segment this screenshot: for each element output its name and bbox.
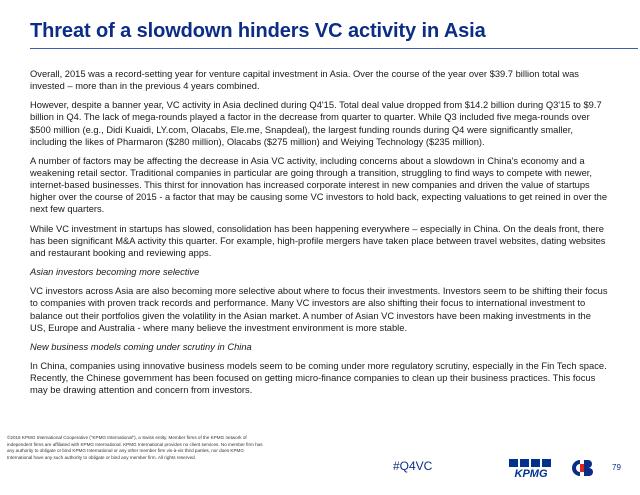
legal-disclaimer: ©2016 KPMG International Cooperative ("KPMG International"), a Swiss entity. Member firms of the KPMG network of independent firms are affiliated with KPMG International. KPMG International provides no client services. No member firm has any authority to obligate or bind KPMG International or any other member firm vis-à-vis third parties, nor does KPMG International have any such authority to obligate or bind any member firm. All rights reserved. — [7, 435, 263, 460]
paragraph-consolidation: While VC investment in startups has slowed, consolidation has been happening everywhere – especially in China. On the deals front, there has been significant M&A activity this quarter. For example, high-profile mergers have taken place between travel websites, dating websites and restaurant booking and reviewing apps. — [30, 223, 606, 258]
paragraph-q4-decline: However, despite a banner year, VC activity in Asia declined during Q4'15. Total deal value dropped from $14.2 billion during Q3'15 to $9.7 billion in Q4. The lack of mega-rounds played a factor in the decrease from quarter to quarter. While Q3 included five mega-rounds over $500 million (e.g., Didi Kuaidi, LY.com, Olacabs, Ele.me, Snapdeal), the largest funding rounds during Q4 were significantly smaller, including the likes of Pharmaron ($280 million), Olacabs ($275 million) and Weiying Technology ($235 million). — [30, 100, 602, 147]
subheading-business-models: New business models coming under scrutiny in China — [30, 341, 252, 352]
paragraph-overview: Overall, 2015 was a record-setting year for venture capital investment in Asia. Over the course of the year over $39.7 billion total was invested – more than in the previous 4 years combined. — [30, 69, 579, 92]
subheading-asian-investors: Asian investors becoming more selective — [30, 267, 200, 278]
page-number: 79 — [612, 463, 621, 472]
body-text — [30, 68, 608, 404]
paragraph-factors: A number of factors may be affecting the decrease in Asia VC activity, including concerns about a slowdown in China's economy and a weakening retail sector. Traditional companies in particular are going through a transition, struggling to find ways to compete with newer, internet-based businesses. This thirst for innovation has increased corporate interest in new companies and driven the value of startups higher over the course of 2015 - a factor that may be causing some VC investors to hold back, expecting valuations to get reined in over the next few quarters. — [30, 155, 608, 215]
title-divider — [30, 48, 638, 49]
kpmg-logo-icon — [508, 459, 554, 479]
kpmg-logo-text: KPMG — [514, 468, 548, 479]
page-title: Threat of a slowdown hinders VC activity in Asia — [30, 20, 486, 42]
cb-insights-logo-icon — [567, 459, 593, 477]
hashtag-label: #Q4VC — [393, 459, 433, 473]
paragraph-regulatory-scrutiny: In China, companies using innovative business models seem to be coming under more regulatory scrutiny, especially in the Fin Tech space. Recently, the Chinese government has been focused on getting micro-finance companies to clean up their business practices. This focus may be drawing attention and concern from investors. — [30, 361, 607, 396]
paragraph-selective-investors: VC investors across Asia are also becoming more selective about where to focus their investments. Investors seem to be shifting their focus to companies with proven track records and performance. Many VC investors are also shifting their focus to international investment to balance out their portfolios given the volatility in the Asian market. A number of Asian VC investors have been making investments in the US, Europe and Australia - where many believe the investment environment is more stable. — [30, 286, 608, 333]
